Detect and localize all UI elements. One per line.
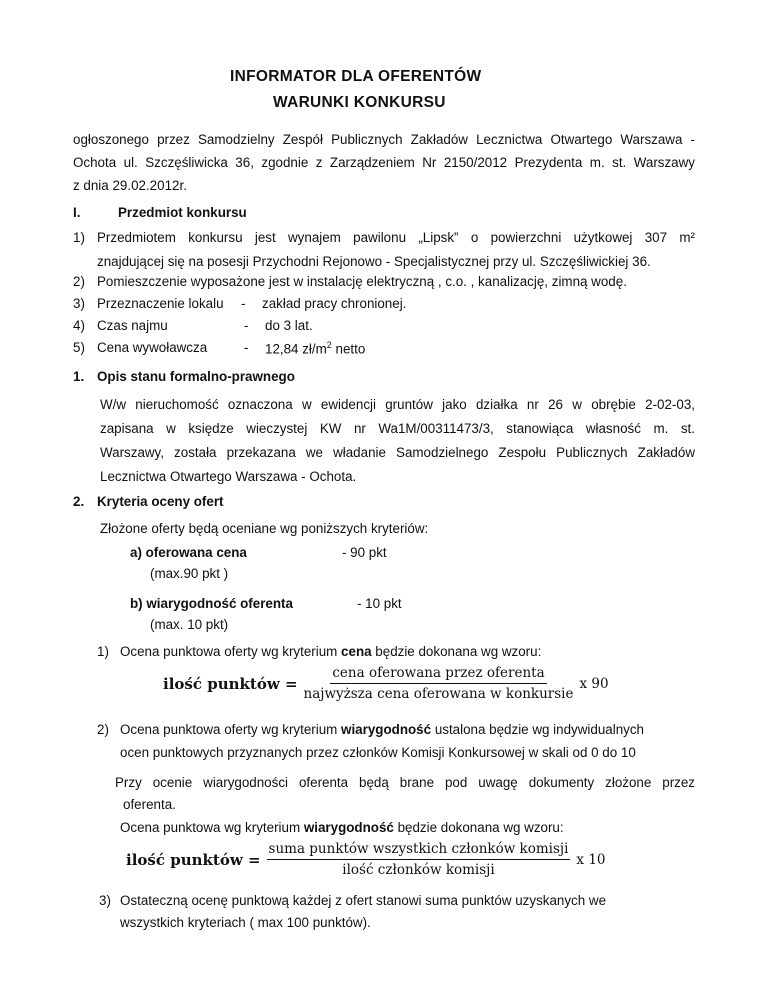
formula-fraction — [267, 841, 571, 878]
formula-multiplier: x 10 — [576, 851, 606, 868]
item-3-value: zakład pracy chronionej. — [262, 296, 407, 311]
item-5-value — [265, 340, 365, 356]
price-suffix: netto — [331, 341, 366, 357]
list-number: 2) — [97, 722, 109, 737]
bold-term: wiarygodność — [303, 820, 394, 835]
formal-line-4: Lecznictwa Otwartego Warszawa - Ochota. — [100, 469, 357, 484]
text: Ocena punktowa oferty wg kryterium — [120, 644, 342, 659]
section-formal-number: 1. — [73, 369, 85, 384]
intro-line-2: Ochota ul. Szczęśliwicka 36, zgodnie z Zarządzeniem Nr 2150/2012 Prezydenta m. st. Warszawy — [73, 155, 695, 170]
reliability-formula-intro — [120, 820, 564, 835]
reliability-formula — [126, 841, 606, 878]
final-score-line-1: Ostateczną ocenę punktową każdej z ofert stanowi suma punktów uzyskanych we — [120, 893, 607, 908]
formal-line-3: Warszawy, została przekazana we władanie Samodzielnego Zespołu Publicznych Zakładów — [100, 445, 695, 460]
criterion-a-label: a) oferowana cena — [130, 545, 247, 560]
bold-term: wiarygodność — [341, 722, 432, 737]
section-criteria-heading: Kryteria oceny ofert — [97, 494, 224, 509]
criterion-b-note: (max. 10 pkt) — [150, 617, 229, 632]
item-2-text: Pomieszczenie wyposażone jest w instalację elektryczną , c.o. , kanalizację, zimną wodę. — [97, 274, 627, 289]
list-number: 3) — [99, 893, 111, 908]
text: Ocena punktowa oferty wg kryterium — [120, 722, 342, 737]
formula-denominator: najwyższa cena oferowana w konkursie — [303, 686, 574, 702]
list-number: 4) — [73, 318, 85, 333]
formula-multiplier: x 90 — [579, 675, 609, 692]
criteria-intro: Złożone oferty będą oceniane wg poniższych kryteriów: — [100, 521, 429, 536]
list-number: 3) — [73, 296, 85, 311]
item-4-dash: - — [244, 318, 249, 333]
item-3-dash: - — [241, 296, 246, 311]
reliability-intro — [120, 722, 644, 737]
list-number: 1) — [73, 230, 85, 245]
reliability-docs-line-1: Przy ocenie wiarygodności oferenta będą brane pod uwagę dokumenty złożone przez — [115, 775, 695, 790]
section-criteria-number: 2. — [73, 494, 85, 509]
formula-numerator: cena oferowana przez oferenta — [330, 665, 546, 684]
list-number: 1) — [97, 644, 109, 659]
criterion-a-value: - 90 pkt — [342, 545, 387, 560]
item-5-dash: - — [244, 340, 249, 355]
text: Ocena punktowa wg kryterium — [120, 820, 304, 835]
document-subtitle: WARUNKI KONKURSU — [273, 94, 446, 111]
formal-line-1: W/w nieruchomość oznaczona w ewidencji gruntów jako działka nr 26 w obrębie 2-02-03, — [100, 397, 695, 412]
formula-denominator: ilość członków komisji — [342, 862, 495, 878]
text: ustalona będzie wg indywidualnych — [431, 722, 644, 737]
text: będzie dokonana wg wzoru: — [393, 820, 564, 835]
formula-fraction — [304, 665, 574, 702]
formula-numerator: suma punktów wszystkich członków komisji — [267, 841, 571, 860]
list-number: 5) — [73, 340, 85, 355]
formula-lhs: ilość punktów = — [163, 674, 298, 693]
formula-lhs: ilość punktów = — [126, 850, 261, 869]
reliability-docs-line-2: oferenta. — [123, 797, 176, 812]
section-formal-heading: Opis stanu formalno-prawnego — [97, 369, 295, 384]
price-formula — [163, 665, 609, 702]
criterion-b-value: - 10 pkt — [357, 596, 402, 611]
item-4-label: Czas najmu — [97, 318, 168, 333]
price-formula-intro — [120, 644, 541, 659]
list-number: 2) — [73, 274, 85, 289]
price-value: 12,84 zł/m — [265, 341, 327, 357]
section-1-number: I. — [73, 205, 81, 220]
price-unit-superscript: 2 — [326, 340, 332, 350]
formal-line-2: zapisana w księdze wieczystej KW nr Wa1M/00311473/3, stanowiąca własność m. st. — [100, 421, 695, 436]
reliability-scale: ocen punktowych przyznanych przez członków Komisji Konkursowej w skali od 0 do 10 — [120, 745, 636, 760]
final-score-line-2: wszystkich kryteriach ( max 100 punktów). — [120, 915, 371, 930]
item-1-line-2: znajdującej się na posesji Przychodni Rejonowo - Specjalistycznej przy ul. Szczęśliwickiej 36. — [97, 254, 651, 269]
text: będzie dokonana wg wzoru: — [371, 644, 542, 659]
item-3-label: Przeznaczenie lokalu — [97, 296, 224, 311]
criterion-a-note: (max.90 pkt ) — [150, 566, 229, 581]
item-1-line-1: Przedmiotem konkursu jest wynajem pawilonu „Lipsk” o powierzchni użytkowej 307 m² — [97, 230, 695, 245]
document-title: INFORMATOR DLA OFERENTÓW — [230, 68, 482, 85]
intro-line-1: ogłoszonego przez Samodzielny Zespół Publicznych Zakładów Lecznictwa Otwartego Warszawa - — [73, 132, 695, 147]
bold-term: cena — [341, 644, 372, 659]
criterion-b-label: b) wiarygodność oferenta — [130, 596, 293, 611]
intro-line-3: z dnia 29.02.2012r. — [73, 178, 187, 193]
section-1-heading: Przedmiot konkursu — [118, 205, 247, 220]
item-4-value: do 3 lat. — [265, 318, 313, 333]
item-5-label: Cena wywoławcza — [97, 340, 208, 355]
